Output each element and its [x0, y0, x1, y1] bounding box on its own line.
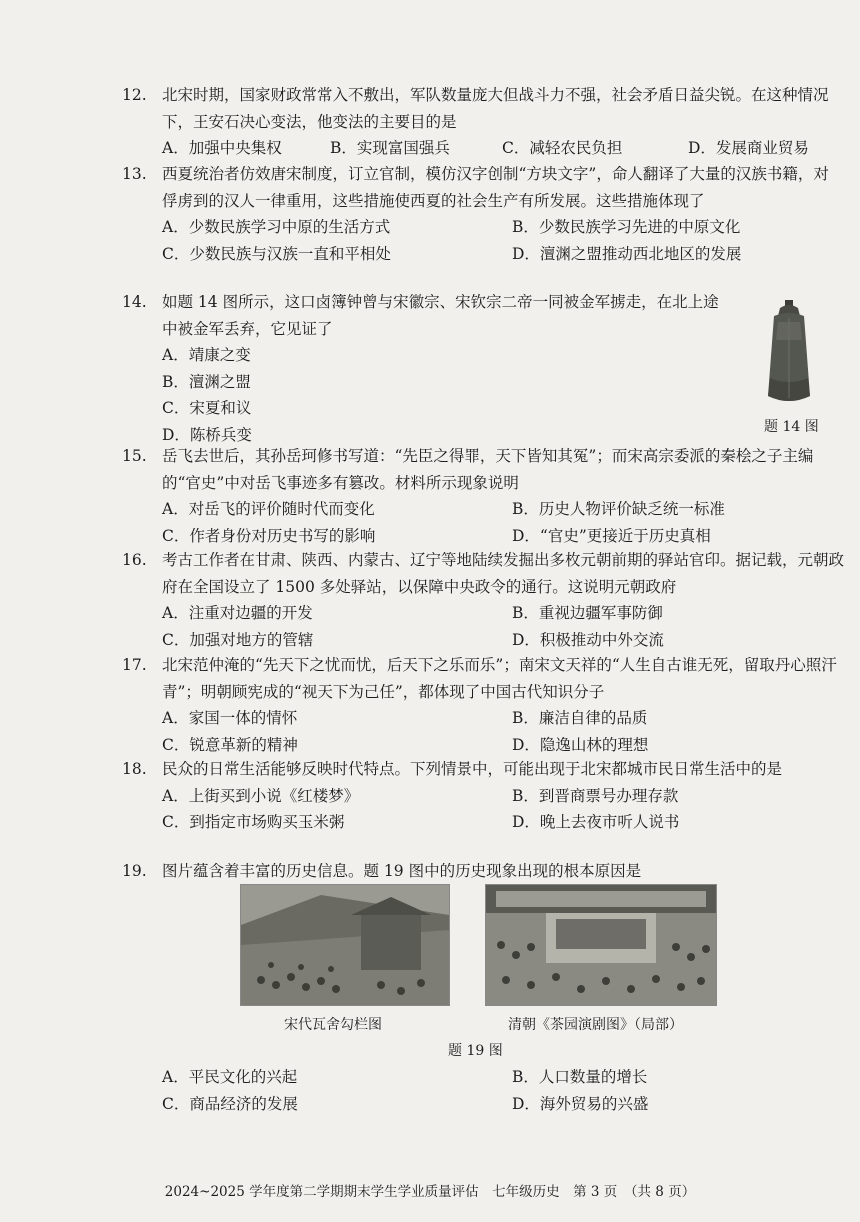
options: [162, 135, 844, 162]
option-a: A．注重对边疆的开发: [162, 604, 313, 622]
option-b: B．重视边疆军事防御: [512, 604, 663, 622]
question-stem: 北宋时期，国家财政常常入不敷出，军队数量庞大但战斗力不强，社会矛盾日益尖锐。在这种情况下，王安石决心变法，他变法的主要目的是: [162, 86, 829, 131]
question-stem: 图片蕴含着丰富的历史信息。题 19 图中的历史现象出现的根本原因是: [162, 862, 642, 880]
option-d: D．“官史”更接近于历史真相: [512, 526, 711, 545]
question-stem: 北宋范仲淹的“先天下之忧而忧，后天下之乐而乐”；南宋文天祥的“人生自古谁无死，留取丹心照汗青”；明朝顾宪成的“视天下为己任”，都体现了中国古代知识分子: [162, 656, 837, 701]
figure-19-label: 题 19 图: [448, 1043, 503, 1059]
option-b: B．廉洁自律的品质: [512, 709, 648, 727]
question-number: 15.: [122, 447, 147, 465]
options: [162, 214, 844, 267]
option-c: C．到指定市场购买玉米粥: [162, 813, 345, 831]
page-footer: 2024~2025 学年度第二学期期末学生学业质量评估 七年级历史 第 3 页 （共 8 页）: [164, 1184, 696, 1200]
option-d: D．积极推动中外交流: [512, 630, 664, 649]
option-c: C．锐意革新的精神: [162, 735, 298, 754]
option-a: A．上街买到小说《红楼梦》: [162, 786, 360, 805]
question-15: [124, 443, 844, 549]
option-b: B．到晋商票号办理存款: [512, 786, 679, 805]
option-a: A．靖康之变: [162, 346, 251, 364]
option-b: B．少数民族学习先进的中原文化: [512, 218, 741, 236]
option-d: D．澶渊之盟推动西北地区的发展: [512, 244, 742, 263]
question-19: [124, 858, 844, 885]
question-stem: 如题 14 图所示，这口卤簿钟曾与宋徽宗、宋钦宗二帝一同被金军掳走，在北上途中被金军丢弃，它见证了: [162, 293, 719, 338]
option-c: C．作者身份对历史书写的影响: [162, 526, 376, 545]
option-b: B．澶渊之盟: [162, 372, 251, 391]
option-d: D．发展商业贸易: [688, 139, 809, 157]
options: [162, 600, 844, 653]
bell-image: [760, 300, 818, 410]
option-c: C．少数民族与汉族一直和平相处: [162, 244, 391, 263]
option-c: C．加强对地方的管辖: [162, 630, 314, 649]
option-b: B．人口数量的增长: [512, 1068, 648, 1086]
options: [162, 342, 724, 448]
option-d: D．陈桥兵变: [162, 425, 252, 444]
option-a: A．家国一体的情怀: [162, 709, 298, 727]
question-number: 19.: [122, 862, 147, 880]
options: [162, 783, 844, 836]
question-number: 13.: [122, 165, 147, 183]
question-18: [124, 756, 844, 836]
question-number: 17.: [122, 656, 147, 674]
question-number: 14.: [122, 293, 147, 311]
option-a: A．少数民族学习中原的生活方式: [162, 218, 391, 236]
option-a: A．平民文化的兴起: [162, 1068, 298, 1086]
figure-14-label: 题 14 图: [764, 419, 819, 435]
question-number: 16.: [122, 551, 147, 569]
question-13: [124, 161, 844, 267]
option-b: B．实现富国强兵: [330, 139, 450, 157]
song-washe-goulan-image: [240, 884, 450, 1006]
option-b: B．历史人物评价缺乏统一标准: [512, 500, 725, 518]
option-a: A．加强中央集权: [162, 139, 282, 157]
question-16: [124, 547, 844, 653]
options: [162, 705, 844, 758]
question-stem: 民众的日常生活能够反映时代特点。下列情景中，可能出现于北宋都城市民日常生活中的是: [162, 760, 783, 778]
option-a: A．对岳飞的评价随时代而变化: [162, 500, 375, 518]
options: [162, 496, 844, 549]
question-number: 18.: [122, 760, 147, 778]
option-d: D．海外贸易的兴盛: [512, 1094, 649, 1113]
question-17: [124, 652, 844, 758]
option-c: C．商品经济的发展: [162, 1094, 298, 1113]
option-c: C．减轻农民负担: [502, 139, 623, 157]
question-19-options: [124, 1064, 844, 1117]
option-d: D．隐逸山林的理想: [512, 735, 649, 754]
option-d: D．晚上去夜市听人说书: [512, 813, 680, 831]
option-c: C．宋夏和议: [162, 399, 252, 417]
question-stem: 考古工作者在甘肃、陕西、内蒙古、辽宁等地陆续发掘出多枚元朝前期的驿站官印。据记载，元朝政府在全国设立了 1500 多处驿站，以保障中央政令的通行。这说明元朝政府: [162, 551, 845, 596]
question-14: [124, 289, 724, 448]
qing-teahouse-opera-image: [485, 884, 717, 1006]
question-stem: 西夏统治者仿效唐宋制度，订立官制，模仿汉字创制“方块文字”，命人翻译了大量的汉族书籍，对俘虏到的汉人一律重用，这些措施使西夏的社会生产有所发展。这些措施体现了: [162, 165, 829, 210]
figure-19-left-caption: 宋代瓦舍勾栏图: [284, 1017, 382, 1033]
question-stem: 岳飞去世后，其孙岳珂修书写道：“先臣之得罪，天下皆知其冤”；而宋高宗委派的秦桧之子主编的“官史”中对岳飞事迹多有篡改。材料所示现象说明: [162, 447, 814, 492]
question-number: 12.: [122, 86, 147, 104]
question-12: [124, 82, 844, 162]
options: [162, 1064, 844, 1117]
figure-19-right-caption: 清朝《茶园演剧图》（局部）: [508, 1017, 683, 1033]
